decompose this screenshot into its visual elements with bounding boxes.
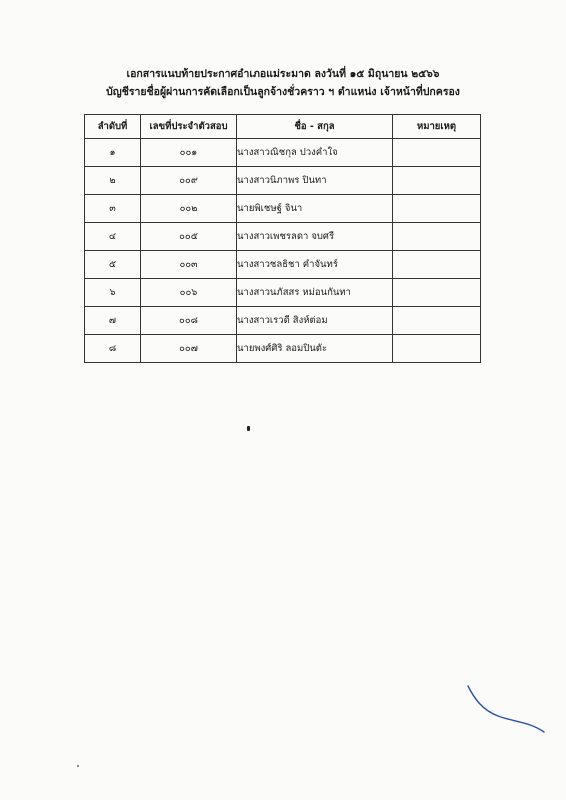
table-row xyxy=(85,251,481,279)
table-row xyxy=(85,167,481,195)
name-cell: นางสาวนภัสสร หม่อนกันทา xyxy=(237,279,393,307)
table-header-row xyxy=(85,115,481,139)
name-cell: นายพงศ์ศิริ ลอมปินตัะ xyxy=(237,335,393,363)
name-cell: นายพิเชษฐ์ จินา xyxy=(237,195,393,223)
exam-id-cell: ๐๐๒ xyxy=(141,195,237,223)
remark-cell xyxy=(393,307,481,335)
order-cell: ๒ xyxy=(85,167,141,195)
column-header-order: ลำดับที่ xyxy=(85,115,141,139)
name-cell: นางสาวณิชกุล ปวงคำใจ xyxy=(237,139,393,167)
column-header-remark: หมายเหตุ xyxy=(393,115,481,139)
exam-id-cell: ๐๐๓ xyxy=(141,251,237,279)
name-cell: นางสาวนิภาพร ปินทา xyxy=(237,167,393,195)
speck-mark xyxy=(77,765,79,767)
blue-pen-stroke xyxy=(460,680,550,740)
document-title: เอกสารแนบท้ายประกาศอำเภอแม่ระมาด ลงวันที่ ๑๕ มิถุนายน ๒๕๖๖ xyxy=(126,68,440,80)
order-cell: ๗ xyxy=(85,307,141,335)
table-row xyxy=(85,307,481,335)
name-cell: นางสาวเรวดี สิงห์ต่อม xyxy=(237,307,393,335)
remark-cell xyxy=(393,335,481,363)
remark-cell xyxy=(393,195,481,223)
name-cell: นางสาวเพชรลดา จบศรี xyxy=(237,223,393,251)
remark-cell xyxy=(393,139,481,167)
exam-id-cell: ๐๐๗ xyxy=(141,335,237,363)
order-cell: ๓ xyxy=(85,195,141,223)
exam-id-cell: ๐๐๖ xyxy=(141,279,237,307)
exam-id-cell: ๐๐๑ xyxy=(141,139,237,167)
document-subtitle: บัญชีรายชื่อผู้ผ่านการคัดเลือกเป็นลูกจ้างชั่วคราว ฯ ตำแหน่ง เจ้าหน้าที่ปกครอง xyxy=(106,86,460,98)
order-cell: ๔ xyxy=(85,223,141,251)
order-cell: ๕ xyxy=(85,251,141,279)
ink-dot-mark xyxy=(247,426,250,431)
order-cell: ๖ xyxy=(85,279,141,307)
table-row xyxy=(85,139,481,167)
exam-id-cell: ๐๐๕ xyxy=(141,223,237,251)
exam-id-cell: ๐๐๙ xyxy=(141,167,237,195)
name-cell: นางสาวชลธิชา คำจันทร์ xyxy=(237,251,393,279)
order-cell: ๘ xyxy=(85,335,141,363)
remark-cell xyxy=(393,167,481,195)
table-row xyxy=(85,335,481,363)
table-row xyxy=(85,223,481,251)
remark-cell xyxy=(393,279,481,307)
table-row xyxy=(85,195,481,223)
candidate-table xyxy=(84,114,481,363)
remark-cell xyxy=(393,223,481,251)
column-header-name: ชื่อ - สกุล xyxy=(237,115,393,139)
table-row xyxy=(85,279,481,307)
remark-cell xyxy=(393,251,481,279)
exam-id-cell: ๐๐๘ xyxy=(141,307,237,335)
order-cell: ๑ xyxy=(85,139,141,167)
column-header-exam-id: เลขที่ประจำตัวสอบ xyxy=(141,115,237,139)
